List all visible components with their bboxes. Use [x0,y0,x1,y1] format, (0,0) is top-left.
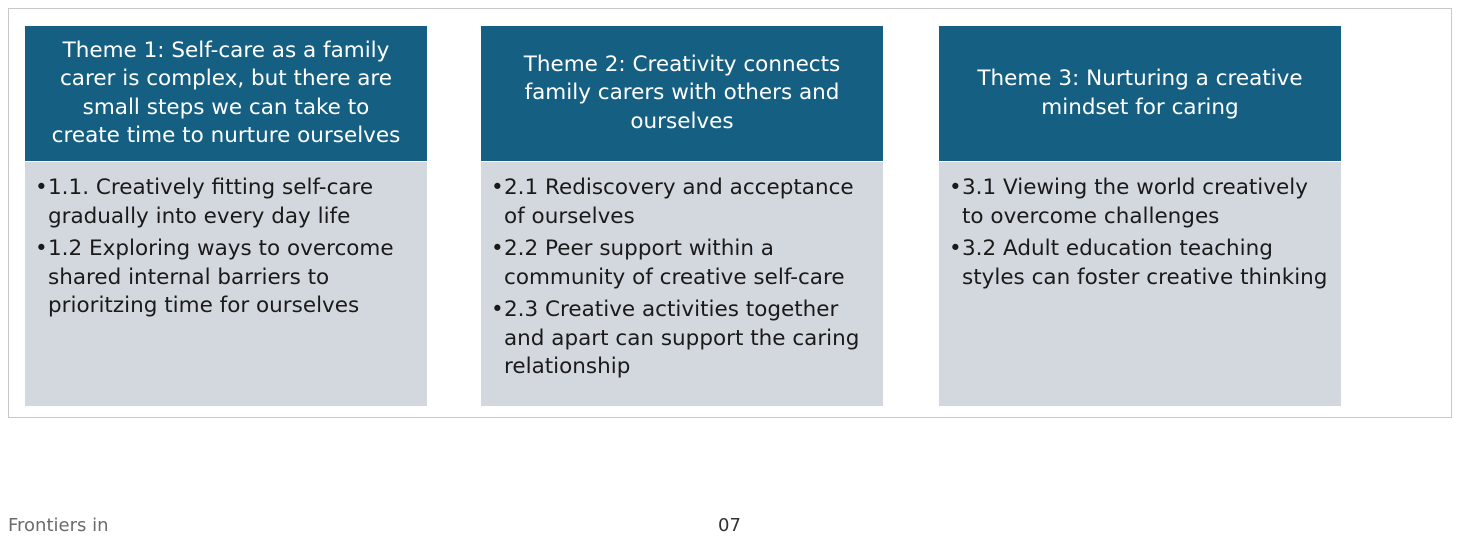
subtheme-2-2: • 2.2 Peer support within a community of creative self-care [491,236,845,290]
bullet-icon: • [35,236,48,261]
theme-3-header: Theme 3: Nurturing a creative mindset for caring [939,26,1341,161]
theme-3-column [939,26,1341,406]
subtheme-2-1: • 2.1 Rediscovery and acceptance of ourselves [491,175,854,229]
theme-3-body [939,162,1341,406]
subtheme-1-1: • 1.1. Creatively fitting self-care gradually into every day life [35,175,374,229]
bullet-icon: • [491,236,504,261]
bullet-icon: • [491,297,504,322]
subtheme-1-2: • 1.2 Exploring ways to overcome shared internal barriers to prioritzing time for ourselves [35,236,394,318]
theme-1-column [25,26,427,406]
subtheme-3-2: • 3.2 Adult education teaching styles can foster creative thinking [949,236,1328,290]
subtheme-2-3: • 2.3 Creative activities together and apart can support the caring relationship [491,297,860,379]
bullet-icon: • [35,175,48,200]
themes-diagram [8,8,1452,418]
bullet-icon: • [491,175,504,200]
subtheme-3-1: • 3.1 Viewing the world creatively to overcome challenges [949,175,1308,229]
journal-name: Frontiers in [8,515,109,536]
page-number: 07 [718,515,741,536]
bullet-icon: • [949,175,962,200]
theme-1-header: Theme 1: Self-care as a family carer is complex, but there are small steps we can take to create time to nurture ourselves [25,26,427,161]
theme-2-header: Theme 2: Creativity connects family carers with others and ourselves [481,26,883,161]
theme-2-column [481,26,883,406]
bullet-icon: • [949,236,962,261]
theme-1-body [25,162,427,406]
theme-2-body [481,162,883,406]
